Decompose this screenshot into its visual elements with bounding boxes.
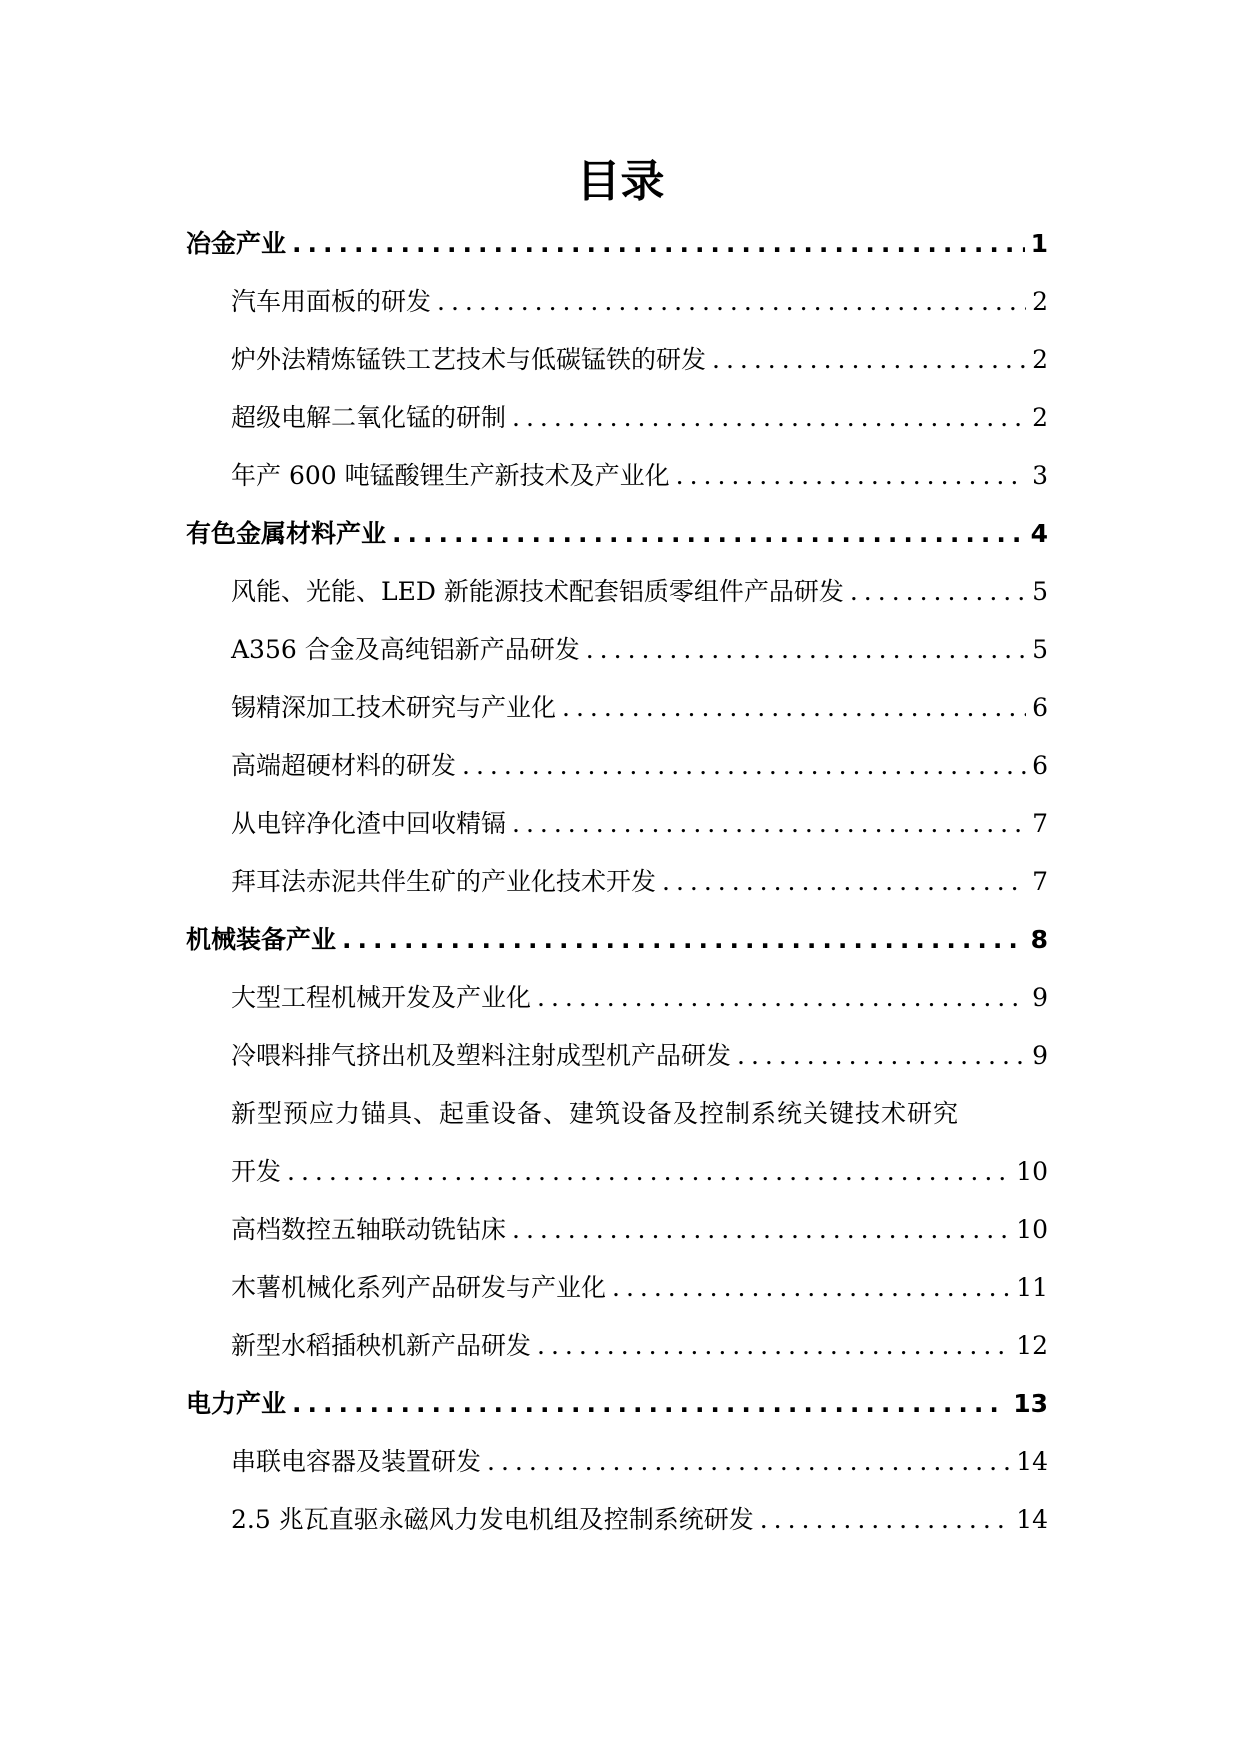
toc-page-number: 3 (1032, 461, 1048, 490)
toc-entry-label: 有色金属材料产业 (186, 519, 387, 548)
toc-entry[interactable] (186, 1317, 1048, 1375)
dot-leader (676, 447, 1026, 505)
toc-entry[interactable] (186, 679, 1048, 737)
dot-leader (537, 1317, 1010, 1375)
toc-page-number: 5 (1032, 577, 1048, 606)
toc-entry[interactable] (186, 1201, 1048, 1259)
toc-entry[interactable] (186, 563, 1048, 621)
toc-entry[interactable] (186, 795, 1048, 853)
dot-leader (850, 563, 1026, 621)
toc-page-number: 9 (1032, 1041, 1048, 1070)
toc-section-entry[interactable] (186, 215, 1048, 273)
toc-page-number: 6 (1032, 693, 1048, 722)
toc-section-entry[interactable] (186, 1375, 1048, 1433)
toc-page-number: 11 (1016, 1273, 1048, 1302)
toc-entry[interactable] (186, 447, 1048, 505)
page-title: 目录 (576, 156, 665, 207)
toc-entry-label: 电力产业 (186, 1389, 287, 1418)
toc-entry-label: 锡精深加工技术研究与产业化 (231, 693, 557, 722)
toc-entry-label: 拜耳法赤泥共伴生矿的产业化技术开发 (231, 867, 657, 896)
toc-entry[interactable] (186, 273, 1048, 331)
toc-entry-label: 从电锌净化渣中回收精镉 (231, 809, 507, 838)
dot-leader (342, 911, 1025, 969)
toc-entry-label: 串联电容器及装置研发 (231, 1447, 482, 1476)
toc-entry[interactable] (186, 621, 1048, 679)
toc-entry-label: 汽车用面板的研发 (231, 287, 432, 316)
dot-leader (462, 737, 1026, 795)
toc-entry-label: 高端超硬材料的研发 (231, 751, 457, 780)
dot-leader (586, 621, 1026, 679)
toc-entry-label: 机械装备产业 (186, 925, 337, 954)
toc-entry-label: 冶金产业 (186, 229, 287, 258)
toc-page-number: 6 (1032, 751, 1048, 780)
dot-leader (292, 1375, 1007, 1433)
dot-leader (287, 1143, 1010, 1201)
toc-page-number: 2 (1032, 287, 1048, 316)
toc-page-number: 14 (1016, 1447, 1048, 1476)
toc-entry-label: 高档数控五轴联动铣钻床 (231, 1215, 507, 1244)
dot-leader (537, 969, 1026, 1027)
toc-entry[interactable] (186, 1433, 1048, 1491)
table-of-contents (186, 215, 1048, 1549)
dot-leader (562, 679, 1026, 737)
toc-page-number: 9 (1032, 983, 1048, 1012)
toc-page-number: 4 (1030, 519, 1048, 548)
toc-entry-label: 新型水稻插秧机新产品研发 (231, 1331, 532, 1360)
toc-entry-label: 炉外法精炼锰铁工艺技术与低碳锰铁的研发 (231, 345, 707, 374)
toc-entry[interactable] (186, 853, 1048, 911)
dot-leader (512, 389, 1026, 447)
toc-entry-label: 风能、光能、LED 新能源技术配套铝质零组件产品研发 (231, 577, 844, 606)
dot-leader (487, 1433, 1010, 1491)
toc-entry[interactable] (186, 969, 1048, 1027)
toc-entry[interactable] (186, 737, 1048, 795)
toc-entry-label: 超级电解二氧化锰的研制 (231, 403, 507, 432)
toc-entry-continuation (186, 1143, 1048, 1201)
toc-entry[interactable] (186, 1491, 1048, 1549)
toc-page-number: 10 (1016, 1215, 1048, 1244)
toc-entry-label: 2.5 兆瓦直驱永磁风力发电机组及控制系统研发 (231, 1505, 754, 1534)
toc-page-number: 1 (1030, 229, 1048, 258)
toc-entry[interactable] (186, 331, 1048, 389)
dot-leader (712, 331, 1026, 389)
toc-page-number: 12 (1016, 1331, 1048, 1360)
dot-leader (760, 1491, 1010, 1549)
toc-page-number: 2 (1032, 403, 1048, 432)
dot-leader (662, 853, 1026, 911)
toc-page-number: 7 (1032, 867, 1048, 896)
dot-leader (612, 1259, 1010, 1317)
toc-page-number: 8 (1030, 925, 1048, 954)
toc-entry-label: A356 合金及高纯铝新产品研发 (231, 635, 580, 664)
toc-page-number: 2 (1032, 345, 1048, 374)
toc-page-number: 14 (1016, 1505, 1048, 1534)
toc-entry-wrapped[interactable] (186, 1085, 1048, 1201)
toc-section-entry[interactable] (186, 505, 1048, 563)
toc-page-number: 5 (1032, 635, 1048, 664)
toc-page-number: 10 (1016, 1157, 1048, 1186)
toc-entry-label: 木薯机械化系列产品研发与产业化 (231, 1273, 607, 1302)
toc-page-number: 7 (1032, 809, 1048, 838)
toc-entry-label: 年产 600 吨锰酸锂生产新技术及产业化 (231, 461, 670, 490)
toc-entry[interactable] (186, 1259, 1048, 1317)
dot-leader (292, 215, 1025, 273)
toc-section-entry[interactable] (186, 911, 1048, 969)
toc-page-number: 13 (1013, 1389, 1048, 1418)
toc-entry-label: 大型工程机械开发及产业化 (231, 983, 532, 1012)
dot-leader (512, 1201, 1010, 1259)
dot-leader (437, 273, 1026, 331)
dot-leader (392, 505, 1025, 563)
toc-entry[interactable] (186, 389, 1048, 447)
dot-leader (737, 1027, 1026, 1085)
dot-leader (512, 795, 1026, 853)
toc-entry-label: 冷喂料排气挤出机及塑料注射成型机产品研发 (231, 1041, 732, 1070)
toc-entry-label-line1: 新型预应力锚具、起重设备、建筑设备及控制系统关键技术研究 (231, 1099, 960, 1128)
toc-entry[interactable] (186, 1027, 1048, 1085)
toc-entry-label-line2: 开发 (231, 1157, 282, 1186)
